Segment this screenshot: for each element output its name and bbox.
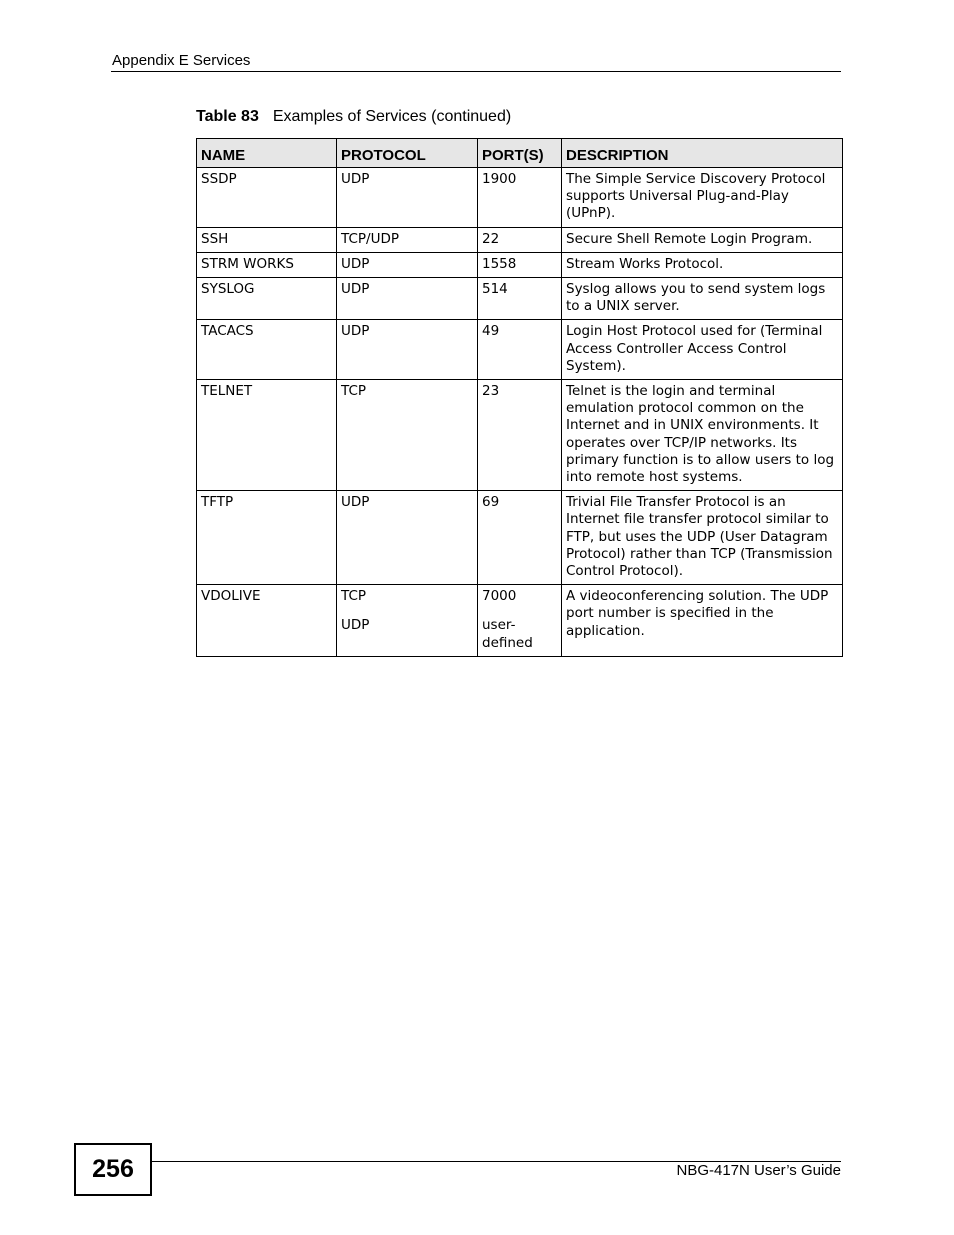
spacer — [482, 605, 557, 617]
spacer — [341, 605, 473, 617]
cell-protocol: TCP/UDP — [337, 227, 478, 252]
cell-protocol: UDP — [337, 168, 478, 228]
page-number-box — [74, 1143, 152, 1196]
cell-description: Secure Shell Remote Login Program. — [562, 227, 843, 252]
table-caption-title: Examples of Services (continued) — [272, 108, 512, 125]
protocol-line: UDP — [341, 617, 370, 634]
cell-ports: 1558 — [478, 252, 562, 277]
cell-protocol: UDP — [337, 278, 478, 320]
cell-protocol: UDP — [337, 491, 478, 585]
port-line: 7000 — [482, 588, 517, 605]
cell-name: VDOLIVE — [197, 585, 337, 657]
page-number: 256 — [92, 1155, 134, 1183]
guide-title: NBG-417N User’s Guide — [676, 1162, 841, 1179]
table-row — [197, 278, 843, 320]
table-row — [197, 320, 843, 380]
cell-name: TELNET — [197, 380, 337, 491]
cell-description: Telnet is the login and terminal emulation protocol common on the Internet and in UNIX environments. It operates over TCP/IP networks. Its primary function is to allow users to log into remote host systems. — [562, 380, 843, 491]
column-header-name: NAME — [197, 139, 337, 168]
table-caption — [196, 108, 511, 126]
cell-name: STRM WORKS — [197, 252, 337, 277]
table-row — [197, 168, 843, 228]
cell-description: Login Host Protocol used for (Terminal Access Controller Access Control System). — [562, 320, 843, 380]
table-caption-number: Table 83 — [196, 108, 259, 125]
cell-description: Trivial File Transfer Protocol is an Internet file transfer protocol similar to FTP, but uses the UDP (User Datagram Protocol) rather than TCP (Transmission Control Protocol). — [562, 491, 843, 585]
column-header-protocol: PROTOCOL — [337, 139, 478, 168]
cell-description: Stream Works Protocol. — [562, 252, 843, 277]
protocol-line: TCP — [341, 588, 367, 605]
cell-name: SSH — [197, 227, 337, 252]
services-table — [196, 138, 843, 657]
cell-name: TFTP — [197, 491, 337, 585]
cell-ports: 22 — [478, 227, 562, 252]
cell-ports: 23 — [478, 380, 562, 491]
running-header: Appendix E Services — [112, 52, 251, 69]
cell-ports: 1900 — [478, 168, 562, 228]
cell-ports: 514 — [478, 278, 562, 320]
cell-ports: 49 — [478, 320, 562, 380]
table-row — [197, 252, 843, 277]
cell-description: The Simple Service Discovery Protocol supports Universal Plug-and-Play (UPnP). — [562, 168, 843, 228]
cell-name: SYSLOG — [197, 278, 337, 320]
cell-name: TACACS — [197, 320, 337, 380]
table-row — [197, 585, 843, 657]
table-row — [197, 380, 843, 491]
header-divider — [111, 71, 841, 72]
table-row — [197, 227, 843, 252]
cell-protocol: UDP — [337, 252, 478, 277]
table-row — [197, 491, 843, 585]
port-line: user-defined — [482, 617, 533, 651]
cell-protocol: UDP — [337, 320, 478, 380]
cell-name: SSDP — [197, 168, 337, 228]
column-header-description: DESCRIPTION — [562, 139, 843, 168]
cell-protocol — [337, 585, 478, 657]
cell-protocol: TCP — [337, 380, 478, 491]
cell-description: Syslog allows you to send system logs to a UNIX server. — [562, 278, 843, 320]
table-header-row — [197, 139, 843, 168]
column-header-ports: PORT(S) — [478, 139, 562, 168]
cell-ports: 69 — [478, 491, 562, 585]
cell-description: A videoconferencing solution. The UDP port number is specified in the application. — [562, 585, 843, 657]
cell-ports — [478, 585, 562, 657]
